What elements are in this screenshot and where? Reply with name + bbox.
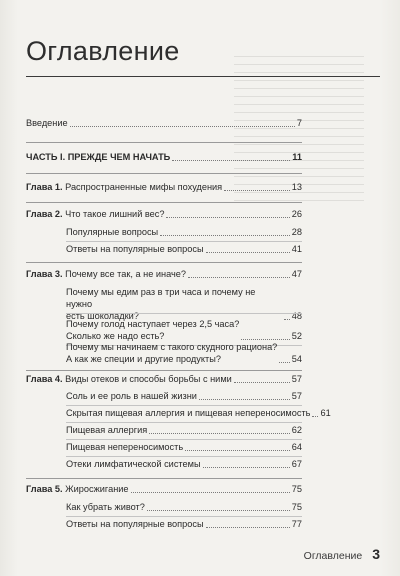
toc-entry-section [66,244,302,255]
title-rule [26,76,380,77]
toc-page-number: 13 [291,182,302,192]
toc-page-number: 64 [291,442,302,452]
subsection-divider [66,439,302,440]
toc-page-number: 11 [292,152,302,162]
page-footer [304,546,380,562]
section-divider [26,478,302,479]
section-divider [26,142,302,143]
toc-entry-section [66,425,302,436]
toc-page-number: 41 [291,244,302,254]
toc-entry-text: Что такое лишний вес? [65,209,165,219]
toc-entry-line-2: есть шоколадки? [66,311,139,321]
toc-entry-line-2: А как же специи и другие продукты? [66,354,221,364]
toc-entry-text: Соль и ее роль в нашей жизни [66,391,197,401]
subsection-divider [66,405,302,406]
subsection-divider [66,241,302,242]
toc-entry-text: Распространенные мифы похудения [65,182,223,192]
dot-leader [147,510,290,511]
dot-leader [188,277,290,278]
toc-entry-section [66,442,302,453]
toc-page-number: 47 [291,269,302,279]
chapter-prefix: Глава 4. [26,374,63,384]
toc-page-number: 7 [296,118,302,128]
toc-entry-section [66,391,302,402]
toc-page-number: 67 [291,459,302,469]
section-divider [26,370,302,371]
toc-page-number: 48 [291,311,302,321]
toc-page-number: 75 [291,502,302,512]
toc-entry-chapter-5 [26,484,302,495]
toc-entry-text: Введение [26,118,68,128]
section-divider [26,262,302,263]
toc-entry-chapter-2 [26,209,302,220]
subsection-divider [66,456,302,457]
toc-page-number: 75 [291,484,302,494]
chapter-prefix: Глава 2. [26,209,63,219]
toc-entry-text: Пищевая непереносимость [66,442,184,452]
dot-leader [185,450,290,451]
page-number: 3 [372,546,380,562]
dot-leader [224,190,290,191]
toc-entry-section [66,286,302,322]
toc-entry-text: Пищевая аллергия [66,425,148,435]
toc-entry-line-2: Сколько же надо есть? [66,331,165,341]
toc-entry-text: Как убрать живот? [66,502,145,512]
dot-leader [166,217,289,218]
toc-entry-text: ЧАСТЬ I. ПРЕЖДЕ ЧЕМ НАЧАТЬ [26,152,171,162]
dot-leader [279,362,289,363]
dot-leader [241,339,289,340]
toc-entry-chapter-3 [26,269,302,280]
toc-entry-text: Ответы на популярные вопросы [66,519,204,529]
dot-leader [312,416,318,417]
dot-leader [206,527,290,528]
chapter-prefix: Глава 5. [26,484,63,494]
section-divider [26,202,302,203]
toc-entry-section [66,227,302,238]
toc-entry-text: Отеки лимфатической системы [66,459,201,469]
toc-page-number: 26 [291,209,302,219]
dot-leader [70,126,295,127]
page-title: Оглавление [26,36,180,66]
toc-page-number: 61 [320,408,331,418]
toc-entry-section [66,341,302,365]
toc-entry-text: Почему все так, а не иначе? [65,269,186,279]
subsection-divider [66,516,302,517]
footer-section-label: Оглавление [303,550,363,562]
toc-entry-section [66,459,302,470]
toc-entry-chapter-4 [26,374,302,385]
toc-page-number: 77 [291,519,302,529]
toc-page-number: 52 [291,331,302,341]
dot-leader [149,433,290,434]
toc-page-number: 28 [291,227,302,237]
chapter-prefix: Глава 3. [26,269,63,279]
toc-entry-line-1: Почему голод наступает через 2,5 часа? [66,319,240,329]
toc-page-number: 54 [291,354,302,364]
toc-entry-part-1 [26,152,302,163]
toc-entry-section [66,408,331,419]
toc-page-number: 57 [291,391,302,401]
toc-entry-text: Виды отеков и способы борьбы с ними [65,374,232,384]
toc-page-number: 62 [291,425,302,435]
dot-leader [160,235,290,236]
toc-entry-line-1: Почему мы едим раз в три часа и почему не нужно [66,287,256,309]
toc-entry-line-1: Почему мы начинаем с такого скудного рациона? [66,342,278,352]
toc-page-number: 57 [291,374,302,384]
dot-leader [172,160,290,161]
section-divider [26,173,302,174]
chapter-prefix: Глава 1. [26,182,63,192]
toc-entry-section [66,519,302,530]
subsection-divider [66,313,302,314]
toc-entry-chapter-1 [26,182,302,193]
toc-entry-text: Жиросжигание [65,484,129,494]
toc-entry-section [66,502,302,513]
dot-leader [206,252,290,253]
toc-entry-introduction [26,118,302,129]
dot-leader [199,399,290,400]
toc-entry-text: Ответы на популярные вопросы [66,244,204,254]
dot-leader [131,492,290,493]
dot-leader [234,382,290,383]
toc-entry-text: Скрытая пищевая аллергия и пищевая непереносимость [66,408,311,418]
subsection-divider [66,422,302,423]
dot-leader [203,467,290,468]
toc-entry-section [66,318,302,342]
toc-entry-text: Популярные вопросы [66,227,159,237]
